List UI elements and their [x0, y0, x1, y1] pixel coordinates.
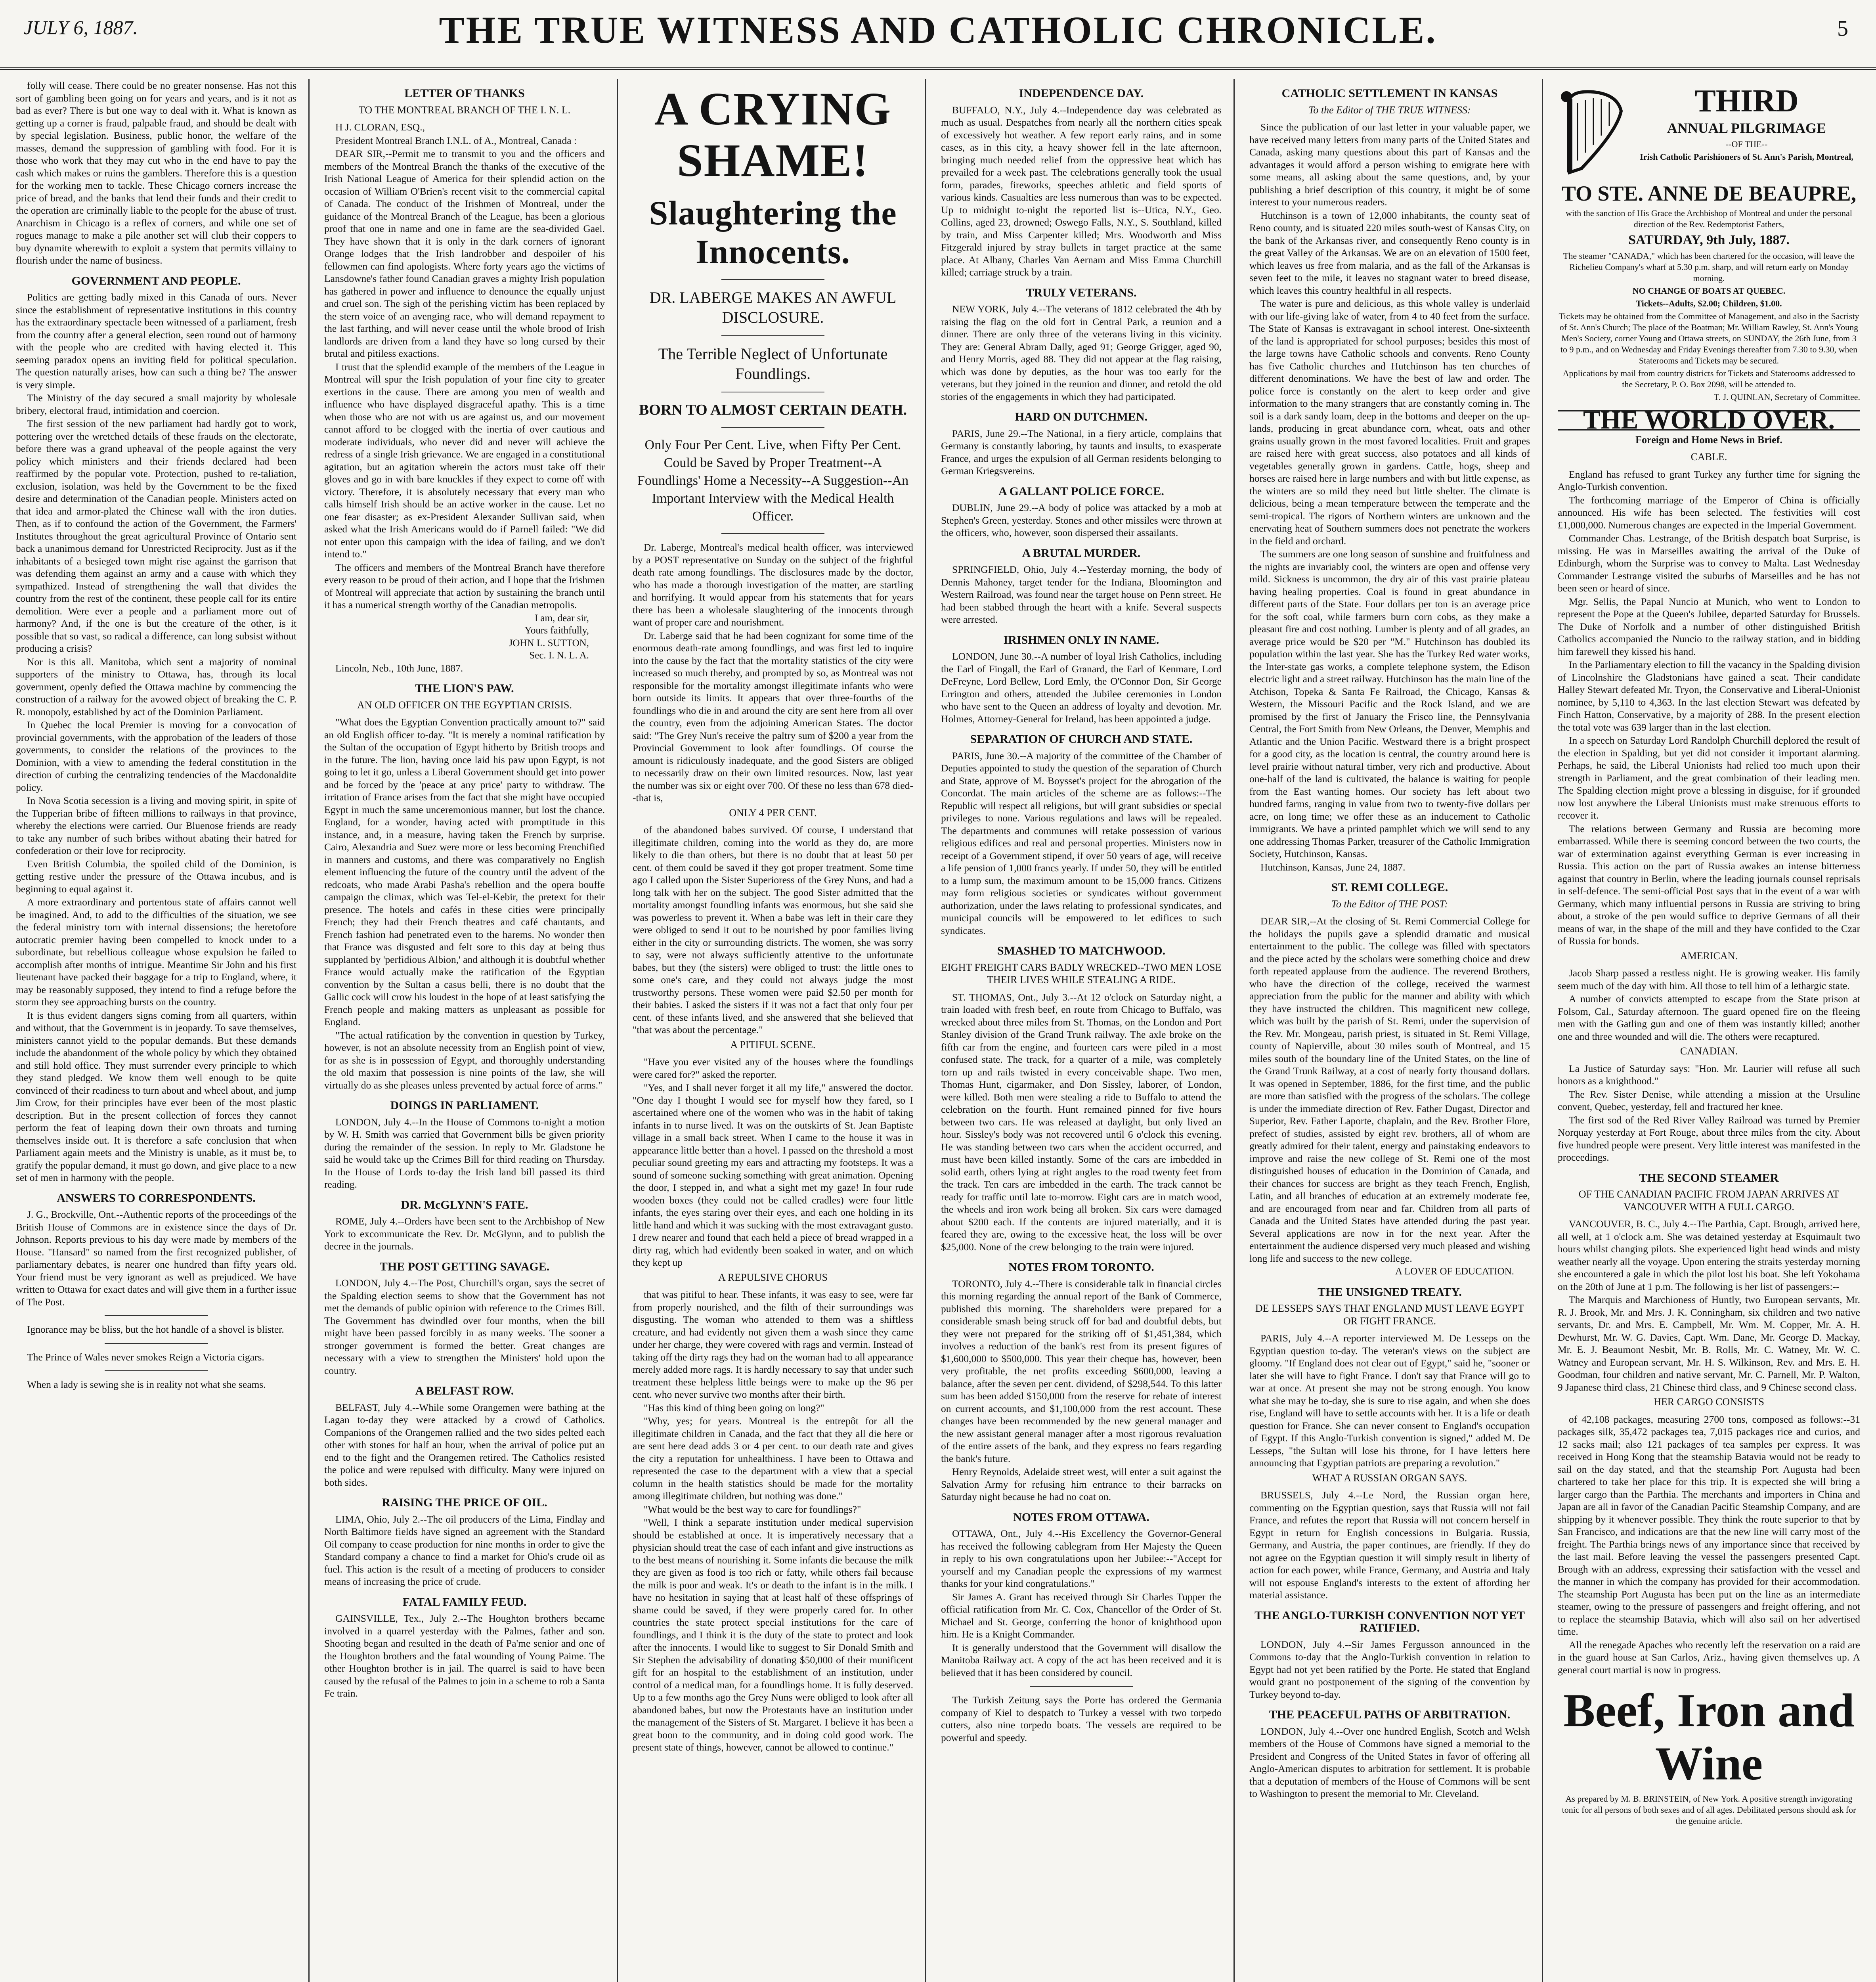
letter-dateline: Lincoln, Neb., 10th June, 1887.: [335, 662, 463, 674]
section-label: AMERICAN.: [1680, 950, 1738, 962]
divider: [721, 427, 824, 428]
article-paragraph: In the Parliamentary election to fill the vacancy in the Spalding division of Lincolnshire the Gladstonians have gained a seat. Their candidate Halley Stewart defeated Mr. Tryon, the Conservative and Liberal-Unionist nominee, by 5,110 to 4,363. In the last election Stewart was defeated by Finch Hatton, Conservative, by a majority of 288. In the present election the total vote was 639 larger than in the last election.: [1558, 659, 1860, 733]
headline-notes-from-toronto: NOTES FROM TORONTO.: [1008, 1261, 1154, 1274]
article-paragraph: "Well, I think a separate institution under medical supervision should be established at once. It is imperatively necessary that a physician should treat the case of each infant and give instructions as to the best means of nourishing it. Some infants die because the milk they are given as food is too rich or fatty, while others fail because the milk is poor and weak. It's or death to the infant is in the milk. I have no hesitation in saying that at least half of these offsprings of shame could be saved, if they were properly cared for. In other countries the state protect special institutions for the care of foundlings, and I think it is the duty of the state to protect and look after the innocents. I would like to suggest to Sir Donald Smith and Sir Stephen the advisability of donating $50,000 of their munificent gift for an hospital to the establishment of an institution, under control of a medical man, for a foundlings home. It is fully deserved. Up to a few months ago the Grey Nuns were obliged to look after all abandoned babes, but now the Protestants have an institution under the management of the Sisters of St. Margaret. I believe it has been a great boon to the community, and in doing cold good work. The present state of things, however, cannot be allowed to continue.": [633, 1517, 913, 1753]
article-paragraph: The Turkish Zeitung says the Porte has ordered the Germania company of Kiel to despatch to Turkey a vessel with two torpedo cutters, also nine torpedo boats. The vessels are required to be powerful and speedy.: [941, 1694, 1222, 1743]
article-paragraph: The Marquis and Marchioness of Huntly, two European servants, Mr. R. J. Brook, Mr. and Mrs. J. K. Conningham, six children and two native servants, Dr. and Mrs. E. Campbell, Mr. Wm. M. Copper, Mr. A. H. Dewhurst, Mr. W. G. Davies, Capt. Wm. Dane, Mr. George D. Mackay, Mr. E. J. Beaumont Nesbit, Mr. B. Rolls, Mr. C. Watney, Mr. W. C. Watney and European servant, Mr. H. S. Wilkinson, Rev. and Mrs. E. H. Goodman, four children and native servant, Mr. C. Parnell, Mr. P. Walton, 9 Japanese third class, 21 Chinese third class, and 9 Chinese second class.: [1558, 1294, 1860, 1393]
ad-heading-destination: TO STE. ANNE DE BEAUPRE,: [1561, 182, 1857, 205]
ad-heading-annual: ANNUAL PILGRIMAGE: [1667, 120, 1826, 136]
letter-address: H J. CLORAN, ESQ.,: [335, 121, 425, 133]
article-paragraph: The first sod of the Red River Valley Railroad was turned by Premier Norquay yesterday at Fort Rouge, about three miles from the city. About five hundred people were present. Very little interest was manifested in the proceedings.: [1558, 1114, 1860, 1163]
subheadline: AN OLD OFFICER ON THE EGYPTIAN CRISIS.: [357, 699, 572, 711]
divider: [721, 279, 824, 280]
article-paragraph: PARIS, June 29.--The National, in a fiery article, complains that Germany is constantly laboring, by taunts and insults, to exasperate France, and urges the expulsion of all German residents belonging to German Kriegsvereins.: [941, 427, 1222, 476]
headline-government-and-people: GOVERNMENT AND PEOPLE.: [71, 274, 241, 287]
subheadline: To the Editor of THE TRUE WITNESS:: [1308, 104, 1471, 116]
subheadline: HER CARGO CONSISTS: [1654, 1396, 1764, 1408]
deck-line: Only Four Per Cent. Live, when Fifty Per Cent. Could be Saved by Proper Treatment--A Foundlings' Home a Necessity--A Suggestion--An Important Interview with the Medical Health Officer.: [637, 438, 909, 524]
column-1: [16, 79, 296, 1982]
article-paragraph: ROME, July 4.--Orders have been sent to the Archbishop of New York to excommunicate the Rev. Dr. McGlynn, and to publish the decree in the journals.: [324, 1215, 605, 1252]
article-paragraph: "Have you ever visited any of the houses where the foundlings were cared for?" asked the reporter.: [633, 1056, 913, 1080]
article-paragraph: The officers and members of the Montreal Branch have therefore every reason to be proud of their action, and I hope that the Irishmen of Montreal will appreciate that action by sustaining the branch until it has a numerical strength worthy of the Canadian metropolis.: [324, 561, 605, 610]
article-paragraph: of 42,108 packages, measuring 2700 tons, composed as follows:--31 packages silk, 35,472 packages tea, 7,015 packages rice and curios, and 12 sacks mail; also 121 packages of tea samples per express. It was received in Hong Kong that the steamship Batavia would not be ready to sail on the day stated, and that the steamship Port Augusta had been chartered to take her place for this trip. It is expected she will bring a larger cargo than the Parthia. The merchants and importers in China and Japan are all in favor of the Canadian Pacific Steamship Company, and are shipping by it whenever possible. They think the route superior to that by San Francisco, and indications are that the new line will carry most of the freight. The Parthia brings news of any importance since that received by the last mail. Before leaving the vessel the passengers presented Capt. Brough with an address, expressing their satisfaction with the vessel and the manner in which the company has provided for their accommodation. The steamship Port Augusta has been put on the line as an intermediate steamer, owing to the pressure of passengers and freight offering, and not to replace the steamship Batavia, which will also sail on her advertised time.: [1558, 1413, 1860, 1637]
ad-text: Tickets--Adults, $2.00; Children, $1.00.: [1636, 298, 1782, 308]
headline-brutal-murder: A BRUTAL MURDER.: [1022, 546, 1141, 560]
headline-second-steamer: THE SECOND STEAMER: [1639, 1171, 1779, 1184]
subheadline: DE LESSEPS SAYS THAT ENGLAND MUST LEAVE EGYPT OR FIGHT FRANCE.: [1255, 1303, 1524, 1327]
headline-unsigned-treaty: THE UNSIGNED TREATY.: [1318, 1285, 1462, 1299]
article-paragraph: Hutchinson is a town of 12,000 inhabitants, the county seat of Reno county, and is situated 220 miles south-west of Kansas City, on the bank of the Arkansas river, and consequently Reno county is in the great Valley of the Arkansas. We are on an elevation of 1500 feet, which leaves us free from malaria, and as the fall of the Arkansas is seven feet to the mile, it leaves no stagnant water to breed disease, which leaves this country healthful in all respects.: [1249, 209, 1530, 296]
newspaper-title: THE TRUE WITNESS AND CATHOLIC CHRONICLE.: [439, 9, 1437, 51]
issue-date: JULY 6, 1887.: [24, 16, 138, 38]
letter-closing: I am, dear sir,: [534, 612, 589, 624]
headline-price-of-oil: RAISING THE PRICE OF OIL.: [382, 1496, 547, 1509]
filler-paragraph: When a lady is sewing she is in reality not what she seams.: [27, 1379, 266, 1390]
subheadline: EIGHT FREIGHT CARS BADLY WRECKED--TWO MEN LOSE THEIR LIVES WHILE STEALING A RIDE.: [941, 961, 1222, 985]
article-paragraph: "Has this kind of thing been going on long?": [644, 1402, 824, 1414]
article-paragraph: "What does the Egyptian Convention practically amount to?" said an old English officer to-day. "It is merely a nominal ratification by the Sultan of the occupation of Egypt hitherto by British troops and in the future. The lion, having once laid his paw upon Egypt, is not going to let it go, unless a Liberal Government should get into power and be forced by the 'peace at any price' party to withdraw. The irritation of France arises from the fact that she might have occupied Egypt in much the same unceremonious manner, but lost the chance. England, for a wonder, having acted with promptitude in this instance, and, in a measure, having taken the French by surprise. Cairo, Alexandria and Suez were more or less becoming Frenchified in manners and customs, and there was comparatively no English element influencing the future of the country until the advent of the redcoats, who made Arabi Pasha's rebellion and the opera bouffe campaign the climax, which was Tel-el-Kebir, the pretext for their presence. The hotels and cafés in these cities were principally French; they had their French theatres and café chantants, and French fashion had penetrated even to the harems. No wonder then that France was disgusted and felt sore to this day at being thus supplanted by 'perfidious Albion,' and although it is doubtful whether France would actually make the ratification of the Egyptian convention by the Sultan a casus belli, there is no doubt that the Gallic cock will crow his loudest in the hope of at least satisfying the French people and making matters as unpleasant as possible for England.: [324, 716, 605, 1027]
subheadline: A PITIFUL SCENE.: [730, 1039, 816, 1050]
ad-text: with the sanction of His Grace the Archbishop of Montreal and under the personal direction of the Rev. Redemptorist Fathers,: [1566, 208, 1852, 229]
section-label: CABLE.: [1691, 451, 1727, 463]
ad-signature: T. J. QUINLAN, Secretary of Committee.: [1713, 392, 1860, 402]
headline-smashed-to-matchwood: SMASHED TO MATCHWOOD.: [997, 944, 1166, 957]
column-6: [1558, 79, 1860, 1982]
article-paragraph: Mgr. Sellis, the Papal Nuncio at Munich, who went to London to represent the Pope at the Queen's Jubilee, departed Saturday for Brussels. The Duke of Norfolk and a number of other distinguished British Catholics accompanied the Nuncio to the railway station, and in bidding him farewell they kissed his hand.: [1558, 595, 1860, 657]
article-paragraph: LONDON, July 4.--In the House of Commons to-night a motion by W. H. Smith was carried that Government bills be given priority during the remainder of the session. In reply to Mr. Gladstone he said he would take up the Crimes Bill for third reading on Thursday. In the House of Lords to-day the Irish land bill passed its third reading.: [324, 1116, 605, 1190]
deck-line: DR. LABERGE MAKES AN AWFUL DISCLOSURE.: [649, 289, 897, 326]
article-paragraph: All the renegade Apaches who recently left the reservation on a raid are in the guard house at San Carlos, Ariz., having given themselves up. A general court martial is now in progress.: [1558, 1639, 1860, 1676]
deck-line: The Terrible Neglect of Unfortunate Foundlings.: [658, 345, 888, 383]
article-paragraph: GAINSVILLE, Tex., July 2.--The Houghton brothers became involved in a quarrel yesterday with the Palmes, father and son. Shooting began and resulted in the death of Pa'me senior and one of the Houghton brothers and the fatal wounding of Young Paime. The other Houghton brother is in jail. The quarrel is said to have been caused by the refusal of the Palmes to join in a scheme to rob a Santa Fe train.: [324, 1613, 605, 1699]
page-number: 5: [1837, 16, 1848, 41]
article-paragraph: The Ministry of the day secured a small majority by wholesale bribery, electoral fraud, intimidation and coercion.: [16, 392, 296, 416]
article-paragraph: The summers are one long season of sunshine and fruitfulness and the nights are invariably cool, the winters are open and offense very mild. Sickness is uncommon, the dry air of this vast prairie plateau having healing properties. Coal is found in great abundance in different parts of the State. Four dollars per ton is an average price for the soft coal, while farmers burn corn cobs, as they make a pleasant fire and cost nothing. Lumber is plenty and of all grades, an average price would be $20 per "M." Hutchinson has doubled its population within the last year. She has the Turkey Red water works, the Inter-state gas works, a complete telephone system, the Edison electric light and a street railway. Hutchinson has the main line of the Atchison, Topeka & Santa Fe Railroad, the Chicago, Kansas & Western, the Missouri Pacific and the Rock Island, and we are promised by the first of January the Frisco line, the Pennsylvania Central, the Fort Smith from New Orleans, the Denver, Memphis and Atlantic and the Union Pacific. Westward there is a bright prospect for a good city, as the location is central, the country around here is level prairie without natural timber, very rich and productive. About one-half of the land is cultivated, the balance is waiting for people from the East wanting homes. Our society has left about two hundred farms, ranging in value from two to twenty-five dollars per acre, on long time; we offer these as an inducement to Catholic immigrants. We have a printed pamphlet which we will send to any one addressing Thomas Parker, treasurer of the Catholic Immigration Society, Hutchinson, Kansas.: [1249, 548, 1530, 859]
headline-answers-to-correspondents: ANSWERS TO CORRESPONDENTS.: [57, 1191, 256, 1205]
article-paragraph: TORONTO, July 4.--There is considerable talk in financial circles this morning regarding the annual report of the Bank of Commerce, published this morning. The shareholders were prepared for a considerable smash being struck off for bad and doubtful debts, but they were not prepared for the striking off of $1,451,384, which involves a reduction of the bank's rest from its present figures of $1,600,000 to $500,000. This year their cheque has, however, been very profitable, the net profits exceeding $600,000, leaving a balance, after the seven per cent. dividend, of $298,544. To this latter sum has been added $150,000 from the reserve for rebate of interest on current accounts, and $1,100,000 from the rest account. These changes have been recommended by the new general manager and the new assistant general manager after a most rigorous revaluation of the entire assets of the bank, and they express no fears regarding the bank's future.: [941, 1278, 1222, 1464]
column-5: [1249, 79, 1530, 1982]
headline-family-feud: FATAL FAMILY FEUD.: [402, 1595, 527, 1609]
article-paragraph: England has refused to grant Turkey any further time for signing the Anglo-Turkish convention.: [1558, 468, 1860, 492]
letter-signature: A LOVER OF EDUCATION.: [1395, 1266, 1514, 1277]
letter-closing: Yours faithfully,: [524, 625, 589, 636]
ad-text: Tickets may be obtained from the Committee of Management, and also in the Sacristy of St. Ann's Church; The place of the Boatman; Mr. William Rawley, St. Ann's Young Men's Society, corner Young and Ottawa streets, on SUNDAY, the 26th June, from 3 to 9 p.m., and on Wednesday and Friday Evenings thereafter from 7.30 to 9.30, when Staterooms and Tickets may be secured.: [1559, 311, 1859, 365]
column-rule: [617, 79, 618, 1982]
article-paragraph: NEW YORK, July 4.--The veterans of 1812 celebrated the 4th by raising the flag on the old fort in Central Park, a reunion and a dinner. There are only three of the veterans living in this vicinity. They are: General Abram Dally, aged 91; George Grigger, aged 90, and Henry Morris, aged 88. They did not appear at the flag raising, which was done by deputies, as the hour was too early for the veterans, but they joined in the reunion and dinner, and retold the old stories of the engagements in which they had participated.: [941, 303, 1222, 402]
article-paragraph: "What would be the best way to care for foundlings?": [644, 1503, 861, 1515]
article-paragraph: "Why, yes; for years. Montreal is the entrepôt for all the illegitimate children in Canada, and the fact that they all die here or are sent here dead adds 3 or 4 per cent. to our death rate and gives the city a reputation for unhealthiness. I have been to Ottawa and represented the case to the department with a view that a special column in the health statistics should be made for the mortality among illegitimate children, but nothing was done.": [633, 1415, 913, 1502]
article-paragraph: I trust that the splendid example of the members of the League in Montreal will spur the Irish population of your fine city to greater exertions in the cause. There are among you men of wealth and influence who have displayed disgraceful apathy. This is a time when those who are not with us are against us, and our movement cannot afford to be clogged with the inertia of over cautious and moderate individuals, who never did and never will achieve the redress of a single Irish grievance. We are engaged in a constitutional agitation, but an agitation wherein the actors must take off their gloves and go in with bare knuckles if they expect to come off with victory. Therefore, it is absolutely necessary that every man who calls himself Irish should be an active worker in the cause. Let no one fear disaster; as ex-President Alexander Sullivan said, when asked what the Irish Americans would do if Parnell failed: "We did not enter upon this campaign with the idea of failing, and we don't intend to.": [324, 361, 605, 560]
ad-heading-beef-iron-wine: Beef, Iron and Wine: [1563, 1684, 1855, 1790]
article-paragraph: DUBLIN, June 29.--A body of police was attacked by a mob at Stephen's Green, yesterday. Stones and other missiles were thrown at the officers, who, however, soon dispersed their assailants.: [941, 502, 1222, 538]
headline-independence-day: INDEPENDENCE DAY.: [1019, 87, 1144, 100]
subheadline: Foreign and Home News in Brief.: [1635, 434, 1782, 446]
headline-world-over: THE WORLD OVER.: [1558, 410, 1860, 430]
ad-heading-third: THIRD: [1694, 84, 1799, 119]
headline-slaughtering-innocents: Slaughtering the Innocents.: [649, 194, 897, 271]
article-paragraph: Commander Chas. Lestrange, of the British despatch boat Surprise, is missing. He was in Marseilles awaiting the arrival of the Duke of Edinburgh, whom the Surprise was to convey to Malta. Last Wednesday Commander Lestrange visited the suburbs of Marseilles and he has not been seen or heard of since.: [1558, 532, 1860, 594]
article-paragraph: J. G., Brockville, Ont.--Authentic reports of the proceedings of the British House of Commons are in existence since the days of Dr. Johnson. Reports previous to his day were made by members of the House. "Hansard" so named from the first recognized publisher, of parliamentary debates, is nearer one hundred than fifty years old. Your friend must be very ignorant as well as prejudiced. We have written to Ottawa for exact dates and will give them in a further issue of The Post.: [16, 1209, 296, 1308]
subheadline: TO THE MONTREAL BRANCH OF THE I. N. L.: [358, 104, 571, 116]
article-paragraph: La Justice of Saturday says: "Hon. Mr. Laurier will refuse all such honors as a knighthood.": [1558, 1062, 1860, 1087]
subheadline: A REPULSIVE CHORUS: [718, 1271, 828, 1283]
article-paragraph: Jacob Sharp passed a restless night. He is growing weaker. His family seem much of the day with him. All those to tell him of a lethargic state.: [1558, 967, 1860, 991]
masthead: [0, 0, 1876, 70]
article-dateline: Hutchinson, Kansas, June 24, 1887.: [1260, 861, 1406, 873]
divider: [105, 1343, 208, 1344]
letter-signature-title: Sec. I. N. L. A.: [529, 650, 589, 661]
article-paragraph: DEAR SIR,--At the closing of St. Remi Commercial College for the holidays the pupils gave a splendid dramatic and musical entertainment to the public. The college was filled with spectators and the piece acted by the scholars were something choice and drew forth repeated applause from the audience. The reverend Brothers, who have the direction of the college, received the warmest appreciation from the public for the manner and ability with which they have instructed the children. This magnificent new college, which was built by the parish of St. Remi, under the supervision of the Rev. Mr. Mongeau, parish priest, is situated in St. Remi Village, county of Napierville, about 30 miles south of Montreal, and 15 miles south of the boundary line of the United States, on the line of the Grand Trunk Railway, at a cost of nearly forty thousand dollars. It was opened in September, 1886, for the first time, and the public are more than satisfied with the progress of the scholars. The college is under the immediate direction of Rev. Father Dugast, Director and Superior, Rev. Father Laporte, chaplain, and the Rev. Brother Flore, prefect of studies, assisted by eight rev. brothers, all of whom are greatly admired for their talent, energy and painstaking endeavors to improve and raise the new college of St. Remi one of the most distinguished houses of education in the Dominion of Canada, and their chances for success are bright as they teach French, English, Latin, and all branches of education at an extremely moderate fee, and are encouraged from near and far. Children from all parts of Canada and the United States have attended during the past year. Several applications are now in for the next year. After the entertainment the audience dispersed very much pleased and wishing long life and success to the new college.: [1249, 915, 1530, 1264]
subheadline: OF THE CANADIAN PACIFIC FROM JAPAN ARRIVES AT VANCOUVER WITH A FULL CARGO.: [1578, 1188, 1840, 1213]
article-paragraph: BUFFALO, N.Y., July 4.--Independence day was celebrated as much as usual. Despatches from nearly all the northern cities speak of excessively hot weather. A few report early rains, and in some cases, as in this city, a heavy shower fell in the late afternoon, bringing much needed relief from the oppressive heat which has prevailed for a week past. The celebrations generally took the usual form, parades, fireworks, speeches athletic and field sports of various kinds. Casualties are less numerous than was to be expected. Up to midnight to-night the reported list is--Utica, N.Y., Geo. Collins, aged 23, drowned; Oswego Falls, N.Y., S. Southland, killed by train, and Miss Carpenter killed; Mrs. Woodworth and Miss Fitzgerald injured by stray bullets in target practice at the same place. At Albany, Charles Van Aernam and Miss Emma Churchill killed; carriage struck by a train.: [941, 104, 1222, 278]
subheadline: ONLY 4 PER CENT.: [729, 807, 817, 819]
headline-catholic-settlement-kansas: CATHOLIC SETTLEMENT IN KANSAS: [1281, 87, 1498, 100]
article-paragraph: LONDON, July 4.--The Post, Churchill's organ, says the secret of the Spalding election seems to show that the Government has not met the demands of public opinion with reference to the Crimes Bill. The Government has dwindled over four months, when the bill might have been passed forcibly in as many weeks. The sooner a stronger government is formed the better. Great changes are necessary with a view to strengthen the Ministers' hold upon the country.: [324, 1277, 605, 1376]
article-paragraph: Politics are getting badly mixed in this Canada of ours. Never since the establishment of representative institutions in this country has the extraordinary spectacle been witnessed of a parliament, fresh from the country after a general election, seen round out of harmony with the people who are credited with having elected it. This seeming paradox opens an inviting field for political speculation. The question naturally arises, how can such a thing be? The answer is very simple.: [16, 291, 296, 390]
article-paragraph: PARIS, July 4.--A reporter interviewed M. De Lesseps on the Egyptian question to-day. The veteran's views on the subject are gloomy. "If England does not clear out of Egypt," said he, "sooner or later she will have to fight France. I don't say that France will go to war at once. At present she may not be strong enough. You know what she may be to-day, she is sure to rise again, and when she does rise, England will have to settle accounts with her. It is a life or death question for France. She can never consent to England's occupation of Egypt. If this Anglo-Turkish convention is signed," added M. De Lesseps, "the Sultan will lose his throne, for I have letters here announcing that Egyptian patriots are preparing a revolution.": [1249, 1332, 1530, 1469]
article-paragraph: Sir James A. Grant has received through Sir Charles Tupper the official ratification from Mr. C. Cox, Chancellor of the Order of St. Michael and St. George, conferring the honor of knighthood upon him. He is a Knight Commander.: [941, 1591, 1222, 1640]
article-paragraph: It is thus evident dangers signs coming from all quarters, within and without, that the Government is in jeopardy. To save themselves, ministers cannot yield to the popular demands. But these demands include the abandonment of the whole policy by which they obtained and still hold office. They must surrender every principle to which they stand pledged. We know them well enough to be quite convinced of their readiness to turn about and wheel about, and jump Jim Crow, for their principles have ever been of the most plastic description. But in the present collection of forces they cannot perform the feat of leaping down their own throats and turning themselves inside out. It is therefore a safe conclusion that when Parliament again meets and the Ministry is unable, as it must be, to gratify the popular demand, it must go down, and give place to a new set of men in harmony with the people.: [16, 1009, 296, 1183]
article-paragraph: LONDON, July 4.--Over one hundred English, Scotch and Welsh members of the House of Commons have signed a memorial to the President and Congress of the United States in favor of offering all Anglo-American disputes to arbitration for settlement. It is probable that a deputation of members of the House of Commons will be sent to Washington to present the memorial to Mr. Cleveland.: [1249, 1725, 1530, 1799]
article-paragraph: The relations between Germany and Russia are becoming more embarrassed. While there is seeming concord between the two courts, the war of extermination against everything German is ever increasing in Russia. This action on the part of Russia awakes an intense bitterness against that country in Berlin, where the leading journals counsel reprisals in self-defence. The semi-official Post says that in the event of a war with Germany, which many influential persons in Russia are striving to bring about, a stroke of the pen would suffice to deprive Germans of all their means of war, in the shape of the mill and they have confided to the Czar of Russia for bonds.: [1558, 823, 1860, 947]
ad-heading-date: SATURDAY, 9th July, 1887.: [1628, 233, 1790, 247]
harp-icon: [1558, 87, 1629, 178]
article-paragraph: Since the publication of our last letter in your valuable paper, we have received many letters from many parts of the United States and Canada, asking many questions about this part of Kansas and the advantages it would afford a person wishing to emigrate here with some means, all asking about the same questions, and, by your publishing a brief description of this country, it might be of some interest to your numerous readers.: [1249, 121, 1530, 208]
headline-separation-church-state: SEPARATION OF CHURCH AND STATE.: [970, 733, 1193, 746]
article-paragraph: It is generally understood that the Government will disallow the Manitoba Railway act. A copy of the act has been received and it is believed that it has been considered by council.: [941, 1641, 1222, 1678]
headline-post-getting-savage: THE POST GETTING SAVAGE.: [379, 1260, 550, 1273]
article-paragraph: VANCOUVER, B. C., July 4.--The Parthia, Capt. Brough, arrived here, all well, at 1 o'clock a.m. She was detained yesterday at Esquimault two hours whilst changing pilots. She experienced light head winds and misty weather nearly all the voyage. Upon entering the straits yesterday morning she encountered a gale in which the pilot lost his boat. She left Yokohama on the 20th of June at 1 p.m. The following is her list of passengers:--: [1558, 1218, 1860, 1292]
article-paragraph: that was pitiful to hear. These infants, it was easy to see, were far from properly nourished, and the filth of their surroundings was disgusting. The woman who attended to them was a shiftless creature, and had evidently not given them a wash since they came under her charge, they were covered with rags and vermin. Instead of taking off the dirty rags they had on the woman had to all appearance merely added more rags. It is hardly necessary to say that under such treatment these helpless little beings were to make up the 96 per cent. who never survive two months after their birth.: [633, 1289, 913, 1400]
headline-crying-shame: A CRYING SHAME!: [654, 83, 892, 186]
divider: [105, 1370, 208, 1371]
headline-gallant-police-force: A GALLANT POLICE FORCE.: [998, 484, 1164, 498]
article-paragraph: In a speech on Saturday Lord Randolph Churchill deplored the result of the election in Spalding, but yet did not consider it important alarming. Perhaps, he said, the Liberal Unionists had relied too much upon their strength in Parliament, and the great combination of their leading men. The Spalding election might prove a blessing in disguise, for if grounded now lost anywhere the Liberal Unionists must make strenuous efforts to recover it.: [1558, 735, 1860, 821]
pilgrimage-advertisement: [1558, 83, 1860, 403]
headline-peaceful-paths-arbitration: THE PEACEFUL PATHS OF ARBITRATION.: [1269, 1708, 1511, 1721]
article-paragraph: In Nova Scotia secession is a living and moving spirit, in spite of the Tupperian bribe of fifteen millions to railways in that province, whereby the elections were carried. Our Bluenose friends are ready to take any number of such bribes without abating their hatred for confederation or their love for reciprocity.: [16, 795, 296, 856]
article-paragraph: BRUSSELS, July 4.--Le Nord, the Russian organ here, commenting on the Egyptian question, says that Russia will not fail France, and refutes the report that Russia will not concern herself in Egypt in return for English concessions in Bulgaria. Russia, Germany, and Austria, the paper continues, are friendly. If they do not agree on the Egyptian question it will simply result in liberty of action for each power, while France, Germany, and Austria and Italy will not espouse England's interests to the extent of affording her material assistance.: [1249, 1489, 1530, 1601]
headline-notes-from-ottawa: NOTES FROM OTTAWA.: [1013, 1510, 1149, 1524]
column-2: [324, 79, 605, 1982]
column-3: [633, 79, 913, 1982]
article-paragraph: "Yes, and I shall never forget it all my life," answered the doctor. "One day I thought I would see for myself how they fared, so I ascertained where one of the women who was in the habit of taking infants in to nurse lived. It was on the outskirts of St. Jean Baptiste village in a small back street. When I came to the house it was in appearance little better than a hovel. I passed on the threshold a most peculiar sound greeting my ears and attracting my footsteps. It was a sound of someone sucking something with great animation. Opening the door, I stepped in, and what a sight met my gaze! In four rude wooden boxes (they could not be called cradles) were four little infants, the eyes staring over their eyes, and each one holding in its little hand and which it was sucking with the most extravagant gusto. I drew nearer and found that each held a piece of bread wrapped in a dirty rag, which had evidently been soaked in water, and on which they kept up: [633, 1082, 913, 1268]
headline-doings-in-parliament: DOINGS IN PARLIAMENT.: [390, 1099, 539, 1112]
subheadline: WHAT A RUSSIAN ORGAN SAYS.: [1312, 1472, 1467, 1484]
divider: [1030, 1686, 1133, 1687]
article-paragraph: A number of convicts attempted to escape from the State prison at Folsom, Cal., Saturday afternoon. The guard opened fire on the fleeing men with the Gatling gun and one of them was instantly killed; another one and three wounded and will die. The others were recaptured.: [1558, 993, 1860, 1042]
article-paragraph: Dr. Laberge, Montreal's medical health officer, was interviewed by a POST representative on Sunday on the subject of the frightful death rate among foundlings. The disclosures made by the doctor, who has made a thorough investigation of the matter, are startling and horrifying. It would appear from his statements that for years there has been a wholesale slaughtering of the innocents through want of proper care and nourishment.: [633, 541, 913, 628]
article-paragraph: OTTAWA, Ont., July 4.--His Excellency the Governor-General has received the following cablegram from Her Majesty the Queen in reply to his own congratulations upon her Jubilee:--"Accept for yourself and my Canadian people the expressions of my warmest thanks for your kind congratulations.": [941, 1528, 1222, 1589]
article-paragraph: PARIS, June 30.--A majority of the committee of the Chamber of Deputies appointed to study the question of the separation of Church and State, approve of M. Boysset's project for the abrogation of the Concordat. The main articles of the scheme are as follows:--The Republic will respect all religions, but will grant subsidies or special privileges to none. Various regulations and laws will be repealed. The departments and communes will retake possession of various religious edifices and real and personal properties. Ministers now in receipt of a Government stipend, if over 50 years of age, will receive a life pension of 1,000 francs yearly. If under 50, they will be entitled to a lump sum, the maximum amount to be 15,000 francs. Citizens may form religious societies or syndicates without government authorization, under the laws relating to professional syndicates, and municipal councils will be empowered to let edifices to such syndicates.: [941, 750, 1222, 936]
headline-hard-on-dutchmen: HARD ON DUTCHMEN.: [1015, 410, 1148, 423]
ad-text: NO CHANGE OF BOATS AT QUEBEC.: [1632, 286, 1786, 296]
ad-text: As prepared by M. B. BRINSTEIN, of New York. A positive strength invigorating tonic for all persons of both sexes and of all ages. Debilitated persons should ask for the genuine article.: [1562, 1794, 1856, 1826]
column-rule: [1233, 79, 1235, 1982]
headline-truly-veterans: TRULY VETERANS.: [1026, 286, 1137, 299]
article-paragraph: In Quebec the local Premier is moving for a convocation of provincial governments, with the approbation of the leaders of those governments, to consider the relations of the provinces to the Dominion, with a view to amending the federal constitution in the direction of curbing the centralizing tendencies of the Macdonaldite policy.: [16, 719, 296, 793]
article-paragraph: Even British Columbia, the spoiled child of the Dominion, is getting restive under the pressure of the Ottawa incubus, and is beginning to equal against it.: [16, 858, 296, 895]
filler-paragraph: Ignorance may be bliss, but the hot handle of a shovel is blister.: [27, 1324, 284, 1335]
ad-text: The steamer "CANADA," which has been chartered for the occasion, will leave the Richelieu Company's wharf at 5.30 p.m. sharp, and will return early on Monday morning.: [1563, 251, 1855, 283]
ad-text: Applications by mail from country districts for Tickets and Staterooms addressed to the Secretary, P. O. Box 2098, will be attended to.: [1562, 368, 1855, 389]
ad-text: Irish Catholic Parishioners of St. Ann's Parish, Montreal,: [1640, 152, 1853, 162]
deck-line: BORN TO ALMOST CERTAIN DEATH.: [639, 402, 907, 418]
column-4: [941, 79, 1222, 1982]
article-paragraph: LONDON, June 30.--A number of loyal Irish Catholics, including the Earl of Fingall, the Earl of Granard, the Earl of Kenmare, Lord DeFreyne, Lord Bellew, Lord Emly, the O'Connor Don, Sir George Errington and others, attended the Jubilee ceremonies in London who have sent to the Queen an address of loyalty and devotion. Mr. Holmes, Attorney-General for Ireland, has been appointed a judge.: [941, 650, 1222, 725]
column-rule: [925, 79, 926, 1982]
headline-mcglynns-fate: DR. McGLYNN'S FATE.: [401, 1198, 528, 1211]
article-paragraph: LONDON, July 4.--Sir James Fergusson announced in the Commons to-day that the Anglo-Turkish convention in relation to Egypt had not yet been ratified by the Porte. He stated that England would grant no postponement of the signing of the convention by Turkey beyond to-day.: [1249, 1638, 1530, 1700]
article-paragraph: The Rev. Sister Denise, while attending a mission at the Ursuline convent, Quebec, yesterday, fell and fractured her knee.: [1558, 1088, 1860, 1112]
article-paragraph: The water is pure and delicious, as this whole valley is underlaid with our life-giving lake of water, from 4 to 40 feet from the surface. The State of Kansas is extravagant in school interest. One-sixteenth of the land is appropriated for school purposes; besides this most of the large towns have Catholic schools and convents. Reno County has five Catholic churches and Hutchinson has ten churches of different denominations. We have the best of law and order. The police force is constantly on the alert to keep order and give information to the many strangers that are constantly coming in. The soil is a dark sandy loam, deep in the bottoms and deeper on the up-lands, producing in great abundance corn, wheat, oats and other grains usually grown in the most favored localities. Fruit and grapes are raised here with great success, also potatoes and all kinds of vegetables generally grown in gardens. Cattle, hogs, sheep and horses are raised here in large numbers and with but little expense, as the winters are so mild they need but little shelter. The climate is delicious, being a mean temperature between the temperate and the semi-tropical. The rigors of Northern winters are unknown and the enervating heat of Southern summers does not penetrate the workers in the field and orchard.: [1249, 298, 1530, 547]
article-paragraph: BELFAST, July 4.--While some Orangemen were bathing at the Lagan to-day they were attacked by a crowd of Catholics. Companions of the Orangemen rallied and the two sides pelted each other with stones for half an hour, when the arrival of police put an end to the fight and the Orangemen retired. The Catholics resisted the police and were repulsed with difficulty. Many were injured on both sides.: [324, 1401, 605, 1488]
headline-belfast-row: A BELFAST ROW.: [415, 1384, 514, 1397]
column-rule: [1542, 79, 1543, 1982]
divider: [105, 1315, 208, 1316]
article-paragraph: A more extraordinary and portentous state of affairs cannot well be imagined. And, to add to the difficulties of the situation, we see the federal ministry torn with internal dissensions; the heretofore autocratic premier having been compelled to knock under to a subordinate, but rebellious colleague whose expulsion he failed to accomplish after months of intrigue. Meantime Sir John and his first lieutenant have packed their baggage for a trip to England, where, it may be reasonably supposed, they intend to find a refuge before the storm they see approaching bursts on the country.: [16, 896, 296, 1008]
article-paragraph: Nor is this all. Manitoba, which sent a majority of nominal supporters of the ministry to Ottawa, has, through its local government, openly defied the Ottawa machine by commencing the construction of a railway for the avowed object of breaking the C. P. R. monopoly, established by act of the Dominion Parliament.: [16, 656, 296, 717]
article-paragraph: DEAR SIR,--Permit me to transmit to you and the officers and members of the Montreal Branch the thanks of the executive of the Irish National League of America for their splendid action on the occasion of William O'Brien's recent visit to the commercial capital of Canada. The conduct of the Irishmen of Montreal, under the guidance of the Montreal Branch of the League, has been a glorious proof that one in name and one in fame are the sea-divided Gael. They have shown that it is only in the dark corners of ignorant Orange lodges that the Irish landrobber and despoiler of his fellowmen can find apologists. Where forty years ago the victims of Lansdowne's father found Canadian graves a mighty Irish population has gathered in power and influence to denounce the equally unjust and cruel son. The sigh of the perishing victim has been replaced by the stern voice of an avenging race, who will demand repayment to the last farthing, and will never cease until the whole brood of Irish landlords are driven from a land they have so long cursed by their brutal and pitiless exactions.: [324, 148, 605, 359]
article-paragraph: ST. THOMAS, Ont., July 3.--At 12 o'clock on Saturday night, a train loaded with fresh beef, en route from Chicago to Buffalo, was wrecked about three miles from St. Thomas, on the London and Port Stanley division of the Grand Trunk railway. The axle broke on the fifth car from the engine, and fourteen cars were piled in a most confused state. The track, for a quarter of a mile, was completely torn up and rails twisted in every conceivable shape. Two men, Thomas Hunt, cigarmaker, and Don Sissley, laborer, of London, were killed. Both men were stealing a ride to Buffalo to attend the celebration on the fourth. Hunt remained pinned for five hours between two cars. He was released at daylight, but only lived an hour. Sissley's body was not recovered until 6 o'clock this evening. He was standing between two cars when the accident occurred, and must have been killed instantly. Some of the cars are imbedded in solid earth, others lying at right angles to the road twenty feet from the track. Ten cars are imbedded in the earth. The track cannot be ready for traffic until late to-morrow. Eight cars are in match wood, the wheels and iron work being all broken. Six cars were damaged about $200 each. If the contents are injured materially, and it is feared they are, owing to the excessive heat, the loss will be over $25,000. None of the crew belonging to the train were injured.: [941, 991, 1222, 1253]
subheadline: To the Editor of THE POST:: [1331, 898, 1448, 910]
headline-letter-of-thanks: LETTER OF THANKS: [404, 87, 525, 100]
divider: [721, 335, 824, 336]
headline-lions-paw: THE LION'S PAW.: [415, 682, 514, 695]
article-paragraph: SPRINGFIELD, Ohio, July 4.--Yesterday morning, the body of Dennis Mahoney, target tender for the Indiana, Bloomington and Western Railroad, was found near the target house on Penn street. He had been stabbed through the heart with a knife. Several suspects were arrested.: [941, 564, 1222, 625]
article-paragraph: "The actual ratification by the convention in question by Turkey, however, is not an absolute necessity from an English point of view, for as she is in possession of Egypt, and thoroughly understanding the old maxim that possession is nine points of the law, she will virtually do as she pleases unless prevented by actual force of arms.": [324, 1029, 605, 1091]
article-paragraph: LIMA, Ohio, July 2.--The oil producers of the Lima, Findlay and North Baltimore fields have signed an agreement with the Standard Oil company to cease production for nine months in order to give the Standard company a chance to find a market for Ohio's crude oil as fuel. This action is the result of a meeting of producers to consider means of increasing the price of crude.: [324, 1513, 605, 1587]
article-paragraph: Henry Reynolds, Adelaide street west, will enter a suit against the Salvation Army for refusing him entrance to their barracks on Saturday night because he had no coat on.: [941, 1466, 1222, 1502]
article-paragraph: The forthcoming marriage of the Emperor of China is officially announced. His wife has been selected. The festivities will cost £1,000,000. Numerous changes are expected in the Imperial Government.: [1558, 494, 1860, 531]
section-label: CANADIAN.: [1680, 1045, 1738, 1057]
letter-signature: JOHN L. SUTTON,: [509, 637, 589, 649]
headline-st-remi-college: ST. REMI COLLEGE.: [1331, 881, 1448, 894]
article-paragraph: The first session of the new parliament had hardly got to work, pottering over the wretched details of these frauds on the electorate, before there was a grand upheaval of the people against the very policy which ministers and their friends declared had been reaffirmed by the popular vote. Protection, pushed to re-taliation, exclusion, isolation, was held by the Government to be the fixed desire and determination of the Canadian people. Ministers acted on that idea and armor-plated the Chinese wall with the iron duties. Then, as if to confound the action of the Government, the Farmers' Institutes throughout the great agricultural Province of Ontario sent back a unanimous demand for Unrestricted Reciprocity. Just as if the inhabitants of a besieged town might rise against the garrison that was defending them against an army and a cause with which they sympathized. Instead of strengthening the wall that divides the country from the rest of the continent, these people call for its entire demolition. Were ever a people and a parliament more out of harmony? And, if the one is but the creature of the other, is it possible that so vast, so radical a difference, can long subsist without producing a crisis?: [16, 418, 296, 654]
column-rule: [308, 79, 310, 1982]
letter-address: President Montreal Branch I.N.L. of A., Montreal, Canada :: [335, 134, 577, 146]
headline-irishmen-only-in-name: IRISHMEN ONLY IN NAME.: [1003, 633, 1159, 647]
article-paragraph: Dr. Laberge said that he had been cognizant for some time of the enormous death-rate among foundlings, and was first led to inquire into the cause by the fact that the mortality statistics of the city were increased so much thereby, and prompted by so, as Montreal was not responsible for the mortality amongst illegitimate infants who were born outside its limits. It appears that over three-fourths of the foundlings who die in and around the city are sent here from all over the country, even from the adjoining American States. The doctor said: "The Grey Nun's receive the paltry sum of $200 a year from the Provincial Government to look after foundlings. Of course the amount is ridiculously inadequate, and the good Sisters are obliged to necessarily draw on their own limited resources. Now, last year the number was six or eight over 700. Of these no less than 678 died--that is,: [633, 629, 913, 804]
filler-paragraph: The Prince of Wales never smokes Reign a Victoria cigars.: [27, 1351, 264, 1363]
article-paragraph: folly will cease. There could be no greater nonsense. Has not this sort of gambling been going on for years and years, and is it not as bad as ever? There is but one way to deal with it. What is known as getting up a corner is fraud, palpable fraud, and should be dealt with by special legislation. Business, public honor, the welfare of the masses, demand the suppression of gambling with food. For it is those who work that they may cut who in the end have to pay the cash which makes or ruins the gamblers. Therefore this is a question for the working men to tackle. These Chicago corners increase the price of bread, and the banks that lend their funds and their credit to the operation are criminally liable to the people for the abuse of trust. Anarchism in Chicago is a reflex of corners, and while one set of rogues manage to make a pile another set will club their coppers to buy dynamite wherewith to exploit a system that permits villainy to flourish under the name of business.: [16, 80, 296, 266]
divider: [721, 533, 824, 534]
ad-text: --OF THE--: [1725, 139, 1768, 149]
article-paragraph: of the abandoned babes survived. Of course, I understand that illegitimate children, coming into the world as they do, are more likely to die than others, but there is no doubt that at least 50 per cent. of them could be saved if they got proper treatment. Some time ago I called upon the Sister Superioress of the Grey Nuns, and had a long talk with her on the subject. The good Sister admitted that the mortality amongst foundling infants was enormous, but she said she was powerless to prevent it. When a babe was left in their care they were obliged to send it out to be nourished by poor families living either in the city or surrounding districts. The women, she was sorry to say, were not always sufficiently attentive to the unfortunate babes, but they (the sisters) were obliged to trust: the little ones to some one's care, and they could not always judge the most trustworthy persons. These women were paid $2.50 per month for their babies. I asked the sisters if it was not a fact that only four per cent. of these infants lived, and she answered that she believed that "that was about the percentage.": [633, 824, 913, 1035]
headline-anglo-turkish-convention: THE ANGLO-TURKISH CONVENTION NOT YET RATIFIED.: [1254, 1609, 1525, 1634]
